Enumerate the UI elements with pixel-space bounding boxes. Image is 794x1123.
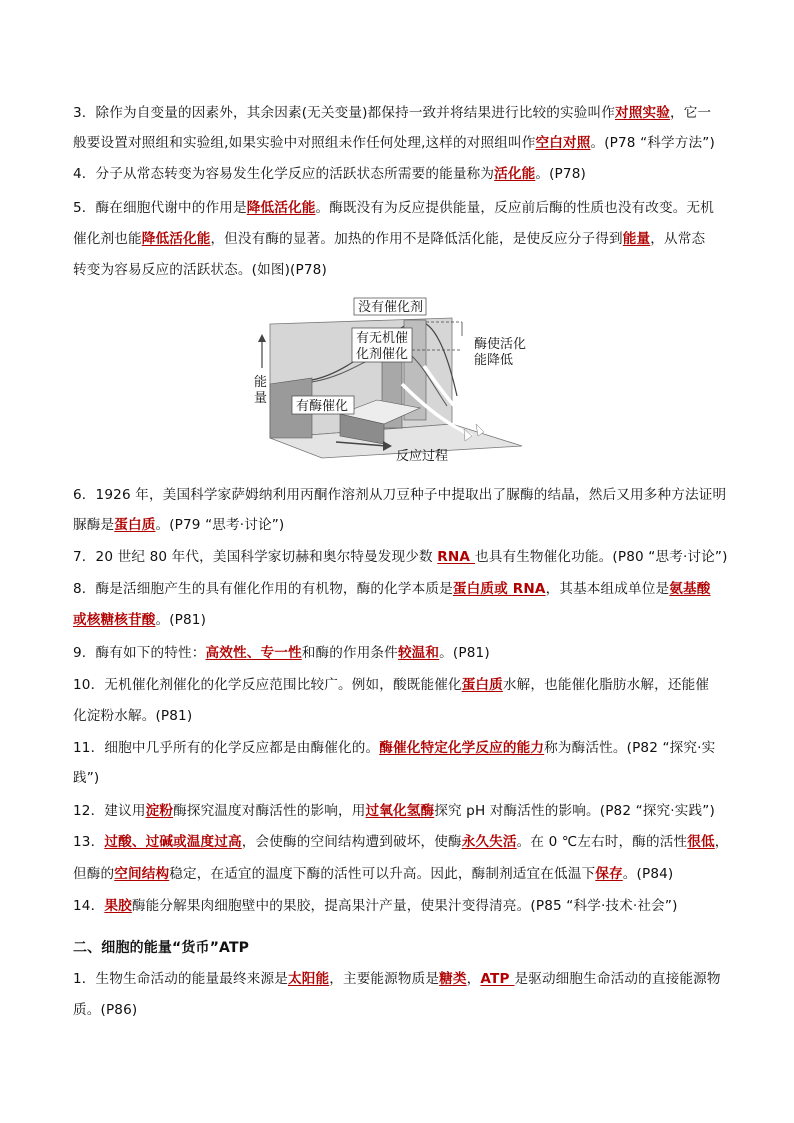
section2-item-1-line-1: 1．生物生命活动的能量最终来源是太阳能，主要能源物质是糖类，ATP 是驱动细胞生命活动的直接能源物 bbox=[73, 971, 721, 987]
item-11-line-2: 践”) bbox=[73, 770, 100, 786]
section2-item-1-line-2: 质。(P86) bbox=[73, 1002, 138, 1018]
answer-blank: 蛋白质 bbox=[114, 517, 156, 533]
item-10-line-2: 化淀粉水解。(P81) bbox=[73, 708, 193, 724]
item-6-line-1: 6．1926 年，美国科学家萨姆纳利用丙酮作溶剂从刀豆种子中提取出了脲酶的结晶，然后又用多种方法证明 bbox=[73, 487, 727, 503]
answer-blank: 保存 bbox=[595, 866, 623, 882]
answer-blank: 果胶 bbox=[104, 898, 132, 914]
answer-blank: 或核糖核苷酸 bbox=[73, 612, 156, 628]
label-enzyme-catalysis: 有酶催化 bbox=[296, 399, 349, 414]
answer-blank: 氨基酸 bbox=[669, 581, 711, 597]
label-no-catalyst: 没有催化剂 bbox=[358, 300, 424, 315]
item-7-line-1: 7．20 世纪 80 年代，美国科学家切赫和奥尔特曼发现少数 RNA 也具有生物催化功能。(P80 “思考·讨论”) bbox=[73, 549, 728, 565]
answer-blank: 活化能 bbox=[494, 166, 536, 182]
item-8-line-1: 8．酶是活细胞产生的具有催化作用的有机物，酶的化学本质是蛋白质或 RNA，其基本组成单位是氨基酸 bbox=[73, 581, 711, 597]
item-13-line-2: 但酶的空间结构稳定，在适宜的温度下酶的活性可以升高。因此，酶制剂适宜在低温下保存。(P84) bbox=[73, 866, 674, 882]
section-heading: 二、细胞的能量“货币”ATP bbox=[73, 940, 250, 956]
label-inorganic-1: 有无机催 bbox=[356, 331, 409, 346]
answer-blank: 专一性 bbox=[260, 645, 302, 661]
answer-blank: 较温和 bbox=[397, 645, 440, 661]
arrow-up-icon bbox=[258, 334, 266, 342]
answer-blank: 过氧化氢酶 bbox=[365, 803, 435, 819]
answer-blank: 降低活化能 bbox=[246, 200, 316, 216]
item-3-line-2: 般要设置对照组和实验组,如果实验中对照组未作任何处理,这样的对照组叫作空白对照。(P78 “科学方法”) bbox=[73, 135, 715, 151]
answer-blank: 空间结构 bbox=[114, 866, 170, 882]
item-9-line-1: 9．酶有如下的特性：高效性、专一性和酶的作用条件较温和。(P81) bbox=[73, 645, 490, 661]
label-energy-2: 量 bbox=[254, 391, 268, 406]
item-4-line-1: 4．分子从常态转变为容易发生化学反应的活跃状态所需要的能量称为活化能。(P78) bbox=[73, 166, 586, 182]
item-3-line-1: 3．除作为自变量的因素外，其余因素(无关变量)都保持一致并将结果进行比较的实验叫作对照实验，它一 bbox=[73, 105, 712, 121]
activation-energy-figure bbox=[252, 296, 544, 466]
answer-blank: 高效性 bbox=[205, 645, 247, 661]
answer-blank: 淀粉 bbox=[145, 803, 174, 819]
item-5-line-3: 转变为容易反应的活跃状态。(如图)(P78) bbox=[73, 262, 327, 278]
answer-blank: 过酸、过碱或温度过高 bbox=[104, 834, 242, 850]
item-6-line-2: 脲酶是蛋白质。(P79 “思考·讨论”) bbox=[73, 517, 285, 533]
label-energy-1: 能 bbox=[254, 375, 268, 390]
activation-energy-diagram bbox=[252, 296, 544, 466]
label-enzyme-lowers-2: 能降低 bbox=[474, 353, 514, 368]
item-10-line-1: 10．无机催化剂催化的化学反应范围比较广。例如，酸既能催化蛋白质水解，也能催化脂肪水解，还能催 bbox=[73, 677, 710, 693]
answer-blank: 酶催化特定化学反应的能力 bbox=[379, 740, 545, 756]
item-14-line-1: 14．果胶酶能分解果肉细胞壁中的果胶，提高果汁产量，使果汁变得清亮。(P85 “科学·技术·社会”) bbox=[73, 898, 678, 914]
answer-blank: 蛋白质或 RNA bbox=[452, 581, 546, 597]
answer-blank: 永久失活 bbox=[461, 834, 517, 850]
label-inorganic-2: 化剂催化 bbox=[356, 347, 409, 362]
item-11-line-1: 11．细胞中几乎所有的化学反应都是由酶催化的。酶催化特定化学反应的能力称为酶活性。(P82 “探究·实 bbox=[73, 740, 716, 756]
item-12-line-1: 12．建议用淀粉酶探究温度对酶活性的影响，用过氧化氢酶探究 pH 对酶活性的影响。(P82 “探究·实践”) bbox=[73, 803, 715, 819]
answer-blank: RNA bbox=[437, 549, 475, 565]
answer-blank: 能量 bbox=[622, 231, 651, 247]
answer-blank: 很低 bbox=[687, 834, 715, 850]
item-5-line-2: 催化剂也能降低活化能，但没有酶的显著。加热的作用不是降低活化能，是使反应分子得到能量，从常态 bbox=[73, 231, 706, 247]
label-enzyme-lowers-1: 酶使活化 bbox=[474, 337, 527, 352]
item-13-line-1: 13．过酸、过碱或温度过高，会使酶的空间结构遭到破坏，使酶永久失活。在 0 ℃左右时，酶的活性很低， bbox=[73, 834, 729, 850]
answer-blank: 空白对照 bbox=[535, 135, 591, 151]
answer-blank: 糖类 bbox=[439, 971, 467, 987]
answer-blank: 对照实验 bbox=[614, 105, 670, 121]
answer-blank: 降低活化能 bbox=[141, 231, 211, 247]
label-reaction-process: 反应过程 bbox=[396, 449, 449, 464]
answer-blank: ATP bbox=[480, 971, 515, 987]
item-5-line-1: 5．酶在细胞代谢中的作用是降低活化能。酶既没有为反应提供能量，反应前后酶的性质也没有改变。无机 bbox=[73, 200, 715, 216]
answer-blank: 太阳能 bbox=[287, 971, 330, 987]
item-8-line-2: 或核糖核苷酸。(P81) bbox=[73, 612, 207, 628]
answer-separator: 、 bbox=[246, 645, 261, 661]
answer-blank: 蛋白质 bbox=[461, 677, 503, 693]
